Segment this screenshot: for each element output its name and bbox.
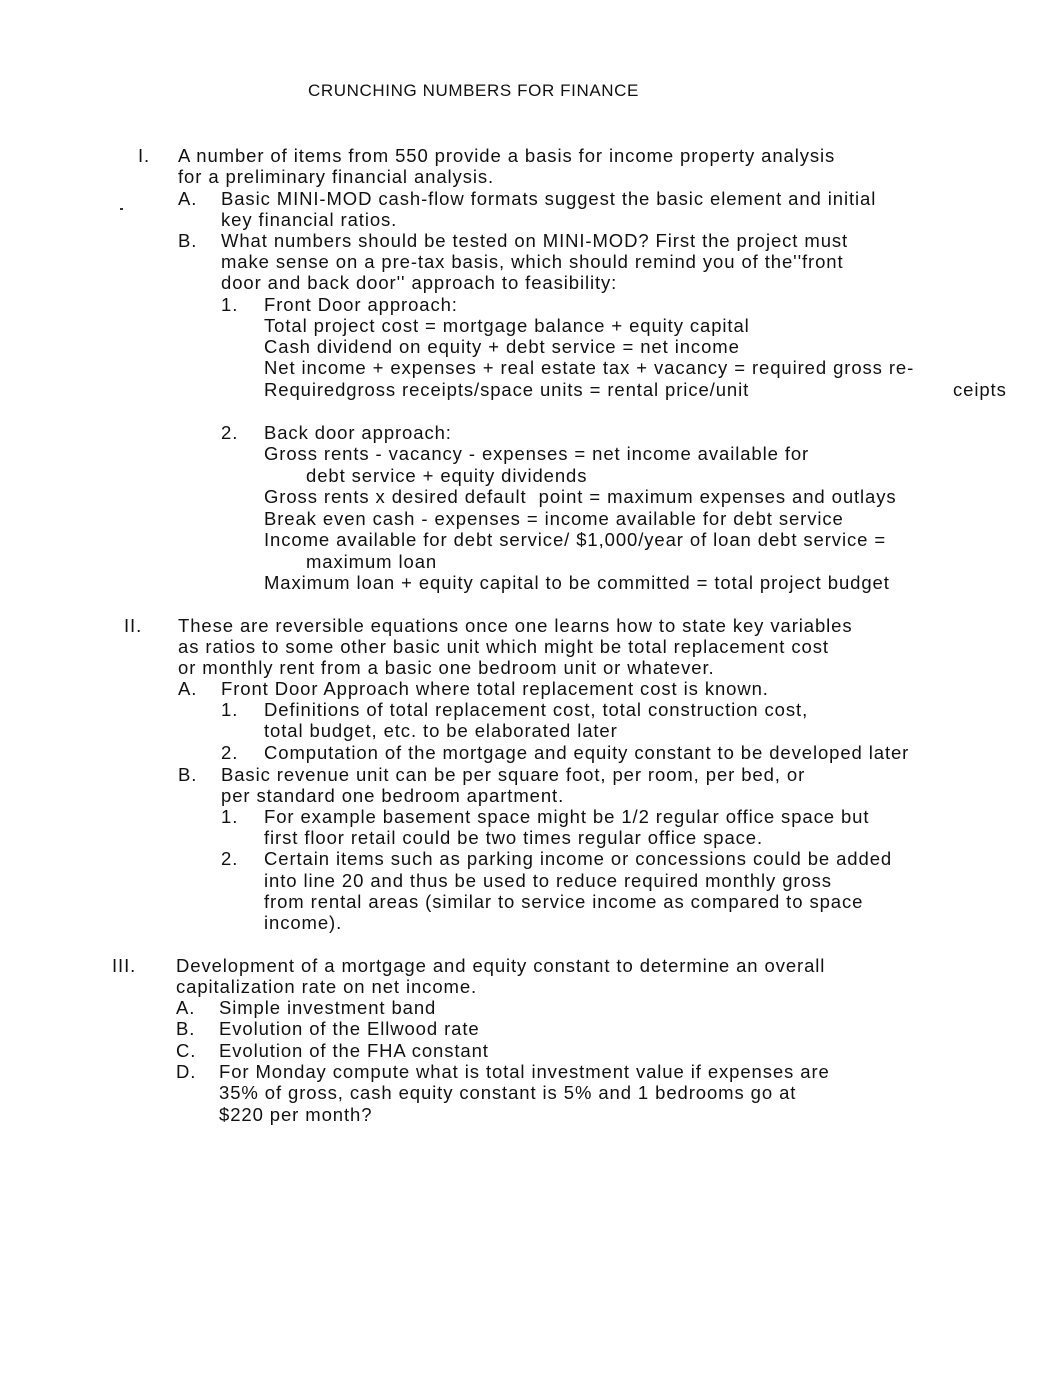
- section-3-item-d-label: D.: [176, 1061, 197, 1082]
- section-3-item-a-label: A.: [176, 997, 196, 1018]
- section-3-item-d-line: For Monday compute what is total investment value if expenses are: [219, 1061, 830, 1082]
- front-door-wrap-text: ceipts: [953, 379, 1007, 400]
- back-door-label: 2.: [221, 422, 239, 443]
- section-1-item-a-line: key financial ratios.: [221, 209, 398, 230]
- section-2-item-b-sub-2-line: into line 20 and thus be used to reduce required monthly gross: [264, 870, 832, 891]
- section-2-item-b-line: Basic revenue unit can be per square foot, per room, per bed, or: [221, 764, 806, 785]
- section-2-item-a-sub-1-label: 1.: [221, 699, 239, 720]
- section-1-item-b-line: What numbers should be tested on MINI-MOD? First the project must: [221, 230, 849, 251]
- section-2-text-line: or monthly rent from a basic one bedroom unit or whatever.: [178, 657, 715, 678]
- section-1-numeral: I.: [138, 145, 151, 166]
- section-3-item-c-label: C.: [176, 1040, 197, 1061]
- section-2-item-b-sub-2-line: income).: [264, 912, 343, 933]
- section-2-item-b-sub-2-line: from rental areas (similar to service income as compared to space: [264, 891, 864, 912]
- section-3-item-b-line: Evolution of the Ellwood rate: [219, 1018, 480, 1039]
- section-2-item-a-sub-2-label: 2.: [221, 742, 239, 763]
- back-door-equation: debt service + equity dividends: [306, 465, 588, 486]
- section-2-item-b-sub-2-label: 2.: [221, 848, 239, 869]
- section-2-item-b-sub-1-line: first floor retail could be two times regular office space.: [264, 827, 764, 848]
- section-2-item-b-line: per standard one bedroom apartment.: [221, 785, 565, 806]
- section-1-text-line: for a preliminary financial analysis.: [178, 166, 495, 187]
- section-3-item-a-line: Simple investment band: [219, 997, 437, 1018]
- section-1-item-a-label: A.: [178, 188, 198, 209]
- section-2-item-a-sub-2-line: Computation of the mortgage and equity constant to be developed later: [264, 742, 910, 763]
- section-3-item-d-line: $220 per month?: [219, 1104, 373, 1125]
- front-door-label: 1.: [221, 294, 239, 315]
- back-door-equation: Gross rents - vacancy - expenses = net income available for: [264, 443, 810, 464]
- front-door-equation: Requiredgross receipts/space units = rental price/unit: [264, 379, 750, 400]
- section-2-numeral: II.: [124, 615, 143, 636]
- back-door-equation: Gross rents x desired default point = maximum expenses and outlays: [264, 486, 897, 507]
- section-2-item-a-label: A.: [178, 678, 198, 699]
- back-door-equation: Maximum loan + equity capital to be committed = total project budget: [264, 572, 890, 593]
- front-door-heading: Front Door approach:: [264, 294, 458, 315]
- section-2-text-line: as ratios to some other basic unit which might be total replacement cost: [178, 636, 829, 657]
- section-2-item-a-sub-1-line: total budget, etc. to be elaborated later: [264, 720, 618, 741]
- back-door-equation: Income available for debt service/ $1,000/year of loan debt service =: [264, 529, 887, 550]
- section-1-item-b-line: make sense on a pre-tax basis, which should remind you of the''front: [221, 251, 844, 272]
- stray-mark: [120, 208, 123, 210]
- section-2-item-b-sub-2-line: Certain items such as parking income or concessions could be added: [264, 848, 893, 869]
- section-2-item-b-sub-1-label: 1.: [221, 806, 239, 827]
- front-door-equation: Net income + expenses + real estate tax + vacancy = required gross re-: [264, 357, 915, 378]
- section-2-text-line: These are reversible equations once one learns how to state key variables: [178, 615, 853, 636]
- back-door-equation: maximum loan: [306, 551, 438, 572]
- section-2-item-b-sub-1-line: For example basement space might be 1/2 regular office space but: [264, 806, 870, 827]
- section-1-item-b-line: door and back door'' approach to feasibility:: [221, 272, 618, 293]
- section-1-text-line: A number of items from 550 provide a basis for income property analysis: [178, 145, 836, 166]
- section-3-item-d-line: 35% of gross, cash equity constant is 5% and 1 bedrooms go at: [219, 1082, 797, 1103]
- section-2-item-b-label: B.: [178, 764, 198, 785]
- section-3-text-line: Development of a mortgage and equity constant to determine an overall: [176, 955, 826, 976]
- front-door-equation: Total project cost = mortgage balance + equity capital: [264, 315, 750, 336]
- section-2-item-a-line: Front Door Approach where total replacement cost is known.: [221, 678, 769, 699]
- section-1-item-b-label: B.: [178, 230, 198, 251]
- back-door-equation: Break even cash - expenses = income available for debt service: [264, 508, 844, 529]
- back-door-heading: Back door approach:: [264, 422, 452, 443]
- section-3-item-b-label: B.: [176, 1018, 196, 1039]
- section-2-item-a-sub-1-line: Definitions of total replacement cost, total construction cost,: [264, 699, 809, 720]
- section-3-item-c-line: Evolution of the FHA constant: [219, 1040, 489, 1061]
- section-1-item-a-line: Basic MINI-MOD cash-flow formats suggest the basic element and initial: [221, 188, 877, 209]
- page-title: CRUNCHING NUMBERS FOR FINANCE: [308, 81, 639, 100]
- front-door-equation: Cash dividend on equity + debt service = net income: [264, 336, 740, 357]
- section-3-text-line: capitalization rate on net income.: [176, 976, 478, 997]
- section-3-numeral: III.: [112, 955, 137, 976]
